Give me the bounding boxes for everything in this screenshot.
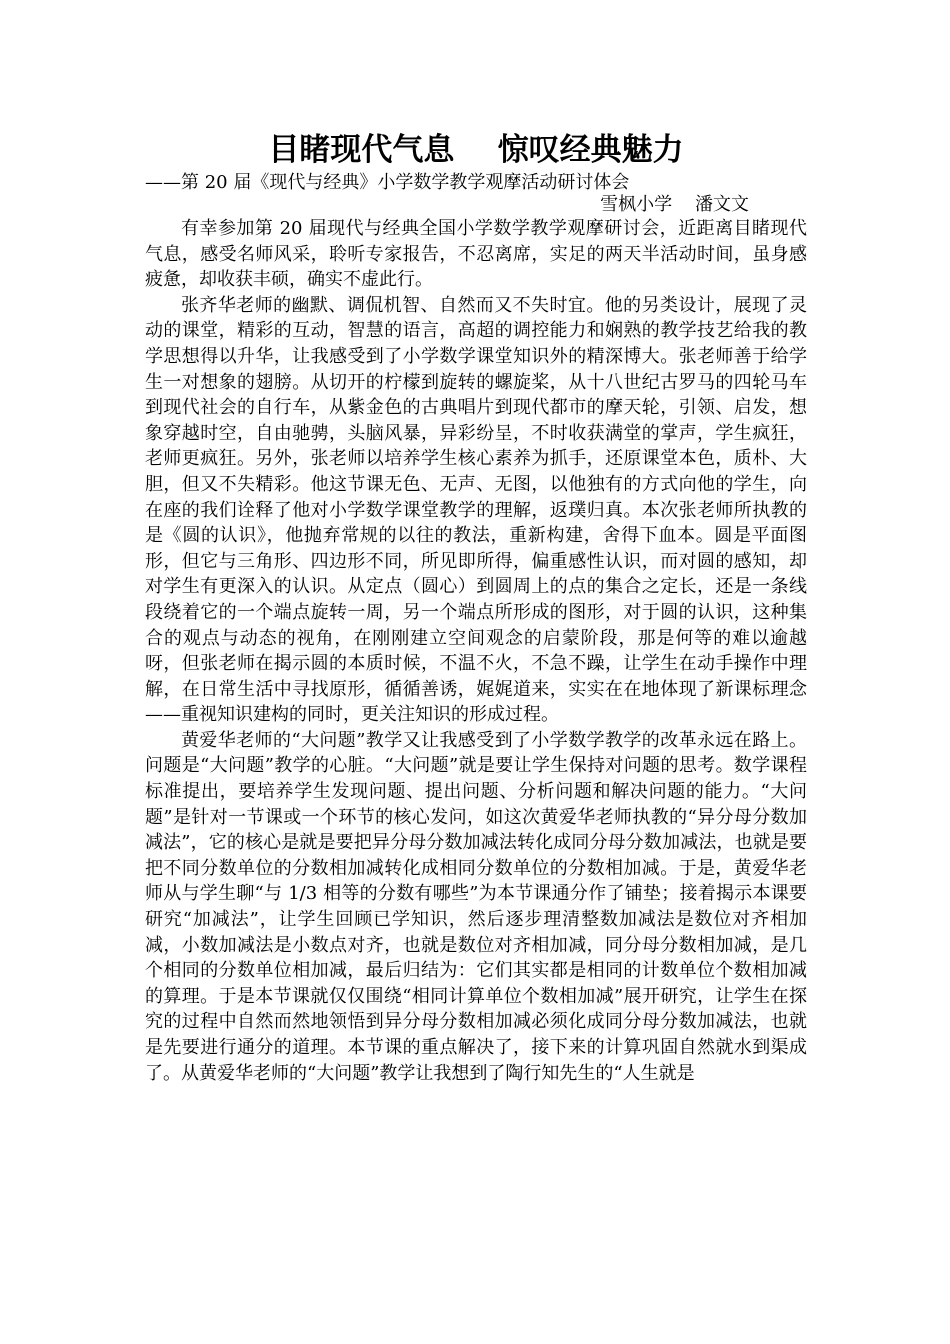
document-subtitle: ——第 20 届《现代与经典》小学数学教学观摩活动研讨体会 xyxy=(145,172,630,193)
document-page xyxy=(145,128,807,1086)
document-title: 目睹现代气息 惊叹经典魅力 xyxy=(268,132,684,168)
author-line: 雪枫小学 潘文文 xyxy=(600,194,749,215)
paragraph-intro: 有幸参加第 20 届现代与经典全国小学数学教学观摩研讨会，近距离目睹现代气息，感受名师风采，聆听专家报告，不忍离席，实足的两天半活动时间，虽身感疲惫，却收获丰硕，确实不虚此行。 xyxy=(145,218,807,291)
paragraph-zhang-qihua: 张齐华老师的幽默、调侃机智、自然而又不失时宜。他的另类设计，展现了灵动的课堂，精彩的互动，智慧的语言，高超的调控能力和娴熟的教学技艺给我的教学思想得以升华，让我感受到了小学数学课堂知识外的精深博大。张老师善于给学生一对想象的翅膀。从切开的柠檬到旋转的螺旋桨，从十八世纪古罗马的四轮马车到现代社会的自行车，从紫金色的古典唱片到现代都市的摩天轮，引领、启发，想象穿越时空，自由驰骋，头脑风暴，异彩纷呈，不时收获满堂的掌声，学生疯狂，老师更疯狂。另外，张老师以培养学生核心素养为抓手，还原课堂本色，质朴、大胆，但又不失精彩。他这节课无色、无声、无图，以他独有的方式向他的学生，向在座的我们诠释了他对小学数学课堂教学的理解，返璞归真。本次张老师所执教的是《圆的认识》，他抛弃常规的以往的教法，重新构建，舍得下血本。圆是平面图形，但它与三角形、四边形不同，所见即所得，偏重感性认识，而对圆的感知，却对学生有更深入的认识。从定点（圆心）到圆周上的点的集合之定长，还是一条线段绕着它的一个端点旋转一周，另一个端点所形成的图形，对于圆的认识，这种集合的观点与动态的视角，在刚刚建立空间观念的启蒙阶段，那是何等的难以逾越呀，但张老师在揭示圆的本质时候，不温不火，不急不躁，让学生在动手操作中理解，在日常生活中寻找原形，循循善诱，娓娓道来，实实在在地体现了新课标理念——重视知识建构的同时，更关注知识的形成过程。 xyxy=(145,294,807,726)
paragraph-huang-aihua: 黄爱华老师的“大问题”教学又让我感受到了小学数学教学的改革永远在路上。问题是“大问题”教学的心脏。“大问题”就是要让学生保持对问题的思考。数学课程标准提出，要培养学生发现问题、提出问题、分析问题和解决问题的能力。“大问题”是针对一节课或一个环节的核心发问，如这次黄爱华老师执教的“异分母分数加减法”，它的核心是就是要把异分母分数加减法转化成同分母分数加减法，也就是要把不同分数单位的分数相加减转化成相同分数单位的分数相加减。于是，黄爱华老师从与学生聊“与 1/3 相等的分数有哪些”为本节课通分作了铺垫；接着揭示本课要研究“加减法”，让学生回顾已学知识，然后逐步理清整数加减法是数位对齐相加减，小数加减法是小数点对齐，也就是数位对齐相加减，同分母分数相加减，是几个相同的分数单位相加减，最后归结为：它们其实都是相同的计数单位个数相加减的算理。于是本节课就仅仅围绕“相同计算单位个数相加减”展开研究，让学生在探究的过程中自然而然地领悟到异分母分数相加减必须化成同分母分数加减法，也就是先要进行通分的道理。本节课的重点解决了，接下来的计算巩固自然就水到渠成了。从黄爱华老师的“大问题”教学让我想到了陶行知先生的“人生就是 xyxy=(145,729,807,1084)
